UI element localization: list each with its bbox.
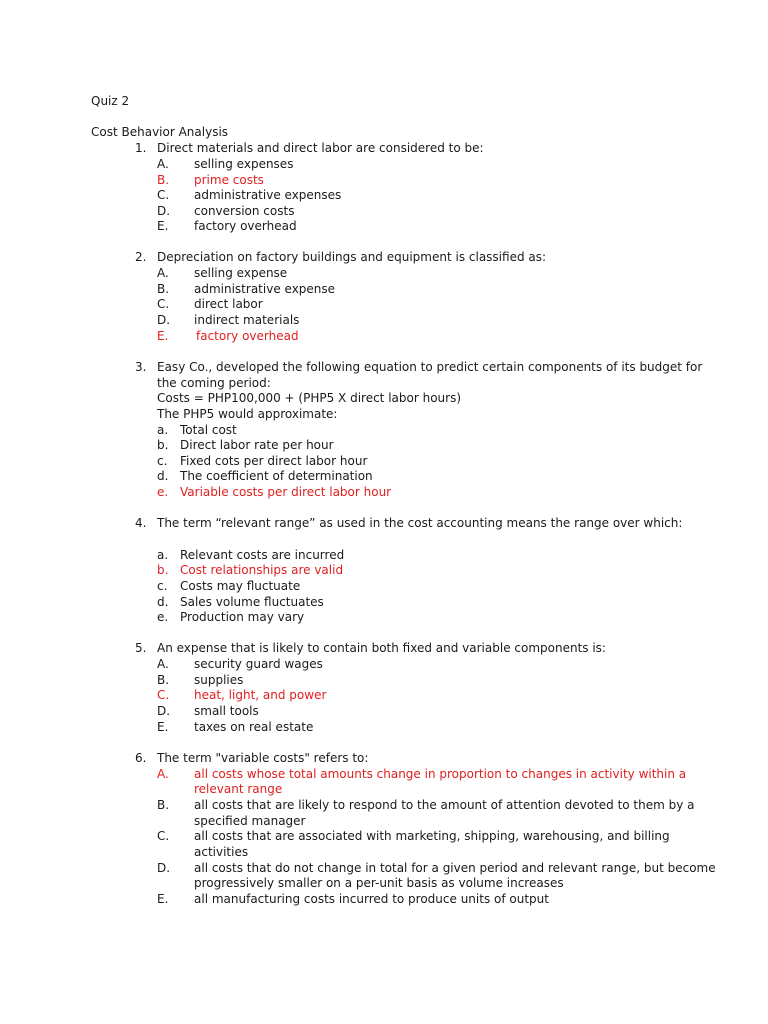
q2-option-letter: D.: [157, 313, 171, 327]
q3-option-text: Total cost: [180, 423, 237, 437]
q6-number: 6.: [135, 751, 147, 765]
q3-option-letter: a.: [157, 423, 169, 437]
q4-option-letter: e.: [157, 610, 169, 624]
q1-option-text: factory overhead: [194, 219, 297, 233]
q5-option-letter: C.: [157, 688, 170, 702]
q5-number: 5.: [135, 641, 147, 655]
q1-option-text: administrative expenses: [194, 188, 342, 202]
q3-number: 3.: [135, 360, 147, 374]
q3-text-line: Easy Co., developed the following equation to predict certain components of its budget for: [157, 360, 703, 374]
q4-option-letter: d.: [157, 595, 169, 609]
q6-option-letter: A.: [157, 767, 169, 781]
q4-number: 4.: [135, 516, 147, 530]
q3-option-text: Direct labor rate per hour: [180, 438, 334, 452]
q3-equation: Costs = PHP100,000 + (PHP5 X direct labor hours): [157, 391, 462, 405]
q5-option-text: supplies: [194, 673, 244, 687]
q4-option-text: Production may vary: [180, 610, 305, 624]
q6-option-text: all costs that are likely to respond to the amount of attention devoted to them by a: [194, 798, 695, 812]
section-title: Cost Behavior Analysis: [91, 125, 229, 139]
q3-option-letter: b.: [157, 438, 169, 452]
q5-option-letter: B.: [157, 673, 170, 687]
q6-option-letter: B.: [157, 798, 170, 812]
q4-option-text-answer: Cost relationships are valid: [180, 563, 344, 577]
q5-option-letter: A.: [157, 657, 169, 671]
q1-option-text: conversion costs: [194, 204, 295, 218]
q3-option-letter: e.: [157, 485, 169, 499]
q6-text: The term "variable costs" refers to:: [157, 751, 369, 765]
q2-option-letter: E.: [157, 329, 169, 343]
q1-number: 1.: [135, 141, 147, 155]
q4-option-letter: a.: [157, 548, 169, 562]
q2-option-text-answer: factory overhead: [196, 329, 299, 343]
q1-option-letter: C.: [157, 188, 170, 202]
q3-option-letter: c.: [157, 454, 168, 468]
q5-option-text: taxes on real estate: [194, 720, 314, 734]
q4-option-text: Relevant costs are incurred: [180, 548, 345, 562]
q6-option-letter: C.: [157, 829, 170, 843]
q1-option-letter: B.: [157, 173, 170, 187]
q4-text: The term “relevant range” as used in the cost accounting means the range over which:: [157, 516, 683, 530]
q5-text: An expense that is likely to contain both fixed and variable components is:: [157, 641, 606, 655]
q5-option-letter: D.: [157, 704, 171, 718]
quiz-title: Quiz 2: [91, 94, 130, 108]
q2-option-letter: A.: [157, 266, 169, 280]
q2-option-text: administrative expense: [194, 282, 336, 296]
q6-option-letter: D.: [157, 861, 171, 875]
q6-option-text: specified manager: [194, 814, 306, 828]
q1-option-letter: D.: [157, 204, 171, 218]
q1-option-letter: E.: [157, 219, 169, 233]
q6-option-letter: E.: [157, 892, 169, 906]
q1-option-letter: A.: [157, 157, 169, 171]
q3-option-text: The coefficient of determination: [180, 469, 373, 483]
q2-option-letter: B.: [157, 282, 170, 296]
q6-option-text: progressively smaller on a per-unit basis as volume increases: [194, 876, 564, 890]
q2-option-text: indirect materials: [194, 313, 300, 327]
q2-text: Depreciation on factory buildings and equipment is classified as:: [157, 250, 547, 264]
q5-option-letter: E.: [157, 720, 169, 734]
q6-option-text: all manufacturing costs incurred to produce units of output: [194, 892, 549, 906]
q1-option-text-answer: prime costs: [194, 173, 264, 187]
q3-text-line: the coming period:: [157, 376, 271, 390]
q6-option-text: activities: [194, 845, 249, 859]
q4-option-letter: b.: [157, 563, 169, 577]
q2-option-text: direct labor: [194, 297, 263, 311]
q3-option-letter: d.: [157, 469, 169, 483]
q4-option-text: Costs may fluctuate: [180, 579, 301, 593]
q1-option-text: selling expenses: [194, 157, 294, 171]
q6-option-text-answer: all costs whose total amounts change in proportion to changes in activity within a: [194, 767, 687, 781]
q2-option-text: selling expense: [194, 266, 288, 280]
q3-text-line: The PHP5 would approximate:: [157, 407, 338, 421]
q5-option-text: small tools: [194, 704, 259, 718]
q3-option-text-answer: Variable costs per direct labor hour: [180, 485, 392, 499]
q2-number: 2.: [135, 250, 147, 264]
q6-option-text: all costs that are associated with marketing, shipping, warehousing, and billing: [194, 829, 670, 843]
q4-option-text: Sales volume fluctuates: [180, 595, 324, 609]
q6-option-text-answer: relevant range: [194, 782, 283, 796]
q5-option-text-answer: heat, light, and power: [194, 688, 327, 702]
q6-option-text: all costs that do not change in total for a given period and relevant range, but become: [194, 861, 716, 875]
q3-option-text: Fixed cots per direct labor hour: [180, 454, 368, 468]
q2-option-letter: C.: [157, 297, 170, 311]
q1-text: Direct materials and direct labor are considered to be:: [157, 141, 484, 155]
q5-option-text: security guard wages: [194, 657, 323, 671]
q4-option-letter: c.: [157, 579, 168, 593]
